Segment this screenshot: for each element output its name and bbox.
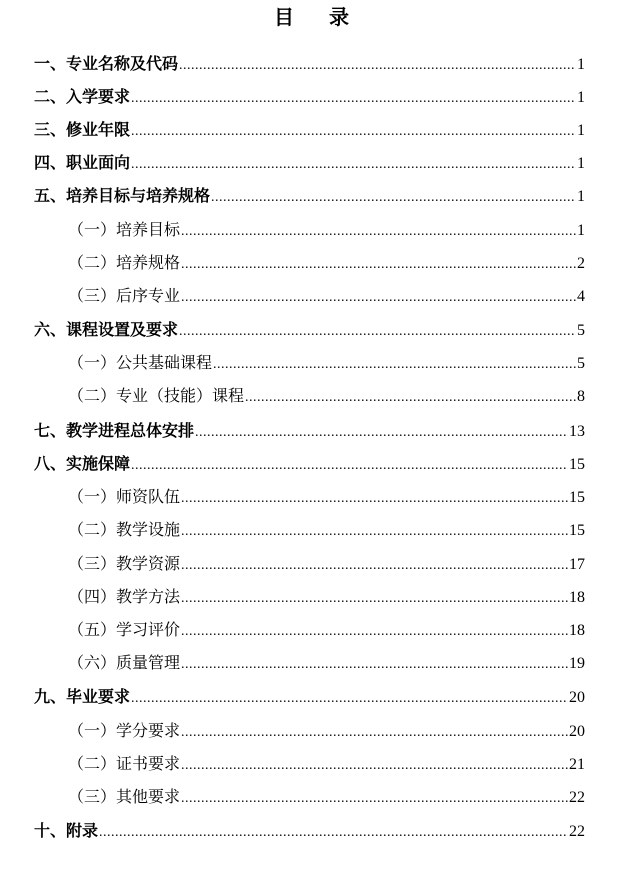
toc-leader-dots <box>181 253 576 277</box>
toc-entry-label: （四）教学方法 <box>68 587 181 606</box>
toc-leader-dots <box>181 721 568 745</box>
toc-entry-label: 十、附录 <box>34 821 99 840</box>
toc-entry-page: 8 <box>577 388 585 405</box>
toc-entry[interactable] <box>68 384 585 408</box>
toc-leader-dots <box>181 487 568 511</box>
toc-entry[interactable] <box>68 251 585 275</box>
toc-leader-dots <box>99 821 568 845</box>
toc-entry-label: （六）质量管理 <box>68 653 181 672</box>
toc-entry[interactable] <box>68 618 585 642</box>
toc-entry-page: 13 <box>569 423 585 440</box>
toc-entry[interactable] <box>68 351 585 375</box>
toc-entry-page: 1 <box>577 155 585 172</box>
toc-entry-page: 1 <box>577 122 585 139</box>
toc-entry-label: 二、入学要求 <box>34 87 131 106</box>
toc-entry-page: 17 <box>569 556 585 573</box>
toc-leader-dots <box>181 520 568 544</box>
toc-entry-page: 20 <box>569 689 585 706</box>
toc-entry[interactable] <box>68 785 585 809</box>
toc-entry-label: 五、培养目标与培养规格 <box>34 186 211 205</box>
toc-entry-page: 1 <box>577 222 585 239</box>
toc-entry-page: 2 <box>577 255 585 272</box>
toc-entry-page: 21 <box>569 756 585 773</box>
toc-entry-page: 18 <box>569 589 585 606</box>
toc-entry[interactable] <box>34 819 585 843</box>
toc-leader-dots <box>131 687 568 711</box>
toc-entry-label: （三）后序专业 <box>68 286 181 305</box>
toc-leader-dots <box>131 454 568 478</box>
toc-entry-label: （二）教学设施 <box>68 520 181 539</box>
toc-entry[interactable] <box>34 85 585 109</box>
toc-entry[interactable] <box>68 218 585 242</box>
toc-entry-label: （五）学习评价 <box>68 620 181 639</box>
toc-entry-label: （三）教学资源 <box>68 554 181 573</box>
toc-entry-page: 22 <box>569 789 585 806</box>
toc-entry-page: 1 <box>577 188 585 205</box>
toc-entry[interactable] <box>34 685 585 709</box>
toc-entry-label: 一、专业名称及代码 <box>34 54 179 73</box>
toc-entry-label: （一）培养目标 <box>68 220 181 239</box>
toc-entry-label: 六、课程设置及要求 <box>34 320 179 339</box>
toc-entry-page: 15 <box>569 489 585 506</box>
toc-entry[interactable] <box>34 151 585 175</box>
toc-entry[interactable] <box>34 52 585 76</box>
toc-entry-label: （二）证书要求 <box>68 754 181 773</box>
toc-entry[interactable] <box>68 485 585 509</box>
toc-title: 目 录 <box>274 5 363 29</box>
toc-entry[interactable] <box>34 118 585 142</box>
toc-entry-label: （一）师资队伍 <box>68 487 181 506</box>
toc-entry[interactable] <box>68 752 585 776</box>
toc-entry-label: 七、教学进程总体安排 <box>34 421 195 440</box>
toc-entry-page: 5 <box>577 355 585 372</box>
toc-entry[interactable] <box>68 518 585 542</box>
toc-entry[interactable] <box>34 452 585 476</box>
toc-entry-page: 20 <box>569 723 585 740</box>
toc-entry-label: 四、职业面向 <box>34 153 131 172</box>
toc-entry-page: 1 <box>577 89 585 106</box>
toc-entry[interactable] <box>68 284 585 308</box>
toc-entry-label: 八、实施保障 <box>34 454 131 473</box>
toc-leader-dots <box>211 186 576 210</box>
toc-entry[interactable] <box>68 585 585 609</box>
toc-leader-dots <box>179 54 576 78</box>
toc-entry[interactable] <box>34 184 585 208</box>
toc-entry-page: 4 <box>577 288 585 305</box>
toc-leader-dots <box>195 421 568 445</box>
toc-leader-dots <box>181 754 568 778</box>
toc-leader-dots <box>181 554 568 578</box>
toc-entry-page: 5 <box>577 322 585 339</box>
toc-entry[interactable] <box>34 419 585 443</box>
toc-leader-dots <box>213 353 576 377</box>
toc-entry[interactable] <box>68 719 585 743</box>
toc-leader-dots <box>181 787 568 811</box>
toc-entry-page: 15 <box>569 456 585 473</box>
toc-leader-dots <box>131 87 576 111</box>
toc-leader-dots <box>181 286 576 310</box>
toc-leader-dots <box>131 120 576 144</box>
toc-entry[interactable] <box>68 552 585 576</box>
toc-entry-page: 18 <box>569 622 585 639</box>
toc-entry-label: （一）公共基础课程 <box>68 353 213 372</box>
toc-leader-dots <box>131 153 576 177</box>
toc-entry[interactable] <box>34 318 585 342</box>
toc-entry-label: （二）培养规格 <box>68 253 181 272</box>
toc-entry-label: （一）学分要求 <box>68 721 181 740</box>
toc-entry-page: 15 <box>569 522 585 539</box>
toc-leader-dots <box>245 386 576 410</box>
toc-entry-label: 九、毕业要求 <box>34 687 131 706</box>
toc-entry-page: 19 <box>569 655 585 672</box>
toc-entry-label: （二）专业（技能）课程 <box>68 386 245 405</box>
toc-leader-dots <box>179 320 576 344</box>
toc-leader-dots <box>181 220 576 244</box>
toc-leader-dots <box>181 620 568 644</box>
toc-entry[interactable] <box>68 651 585 675</box>
toc-entry-page: 1 <box>577 56 585 73</box>
toc-entry-page: 22 <box>569 823 585 840</box>
toc-leader-dots <box>181 653 568 677</box>
toc-entry-label: （三）其他要求 <box>68 787 181 806</box>
toc-entry-label: 三、修业年限 <box>34 120 131 139</box>
toc-leader-dots <box>181 587 568 611</box>
